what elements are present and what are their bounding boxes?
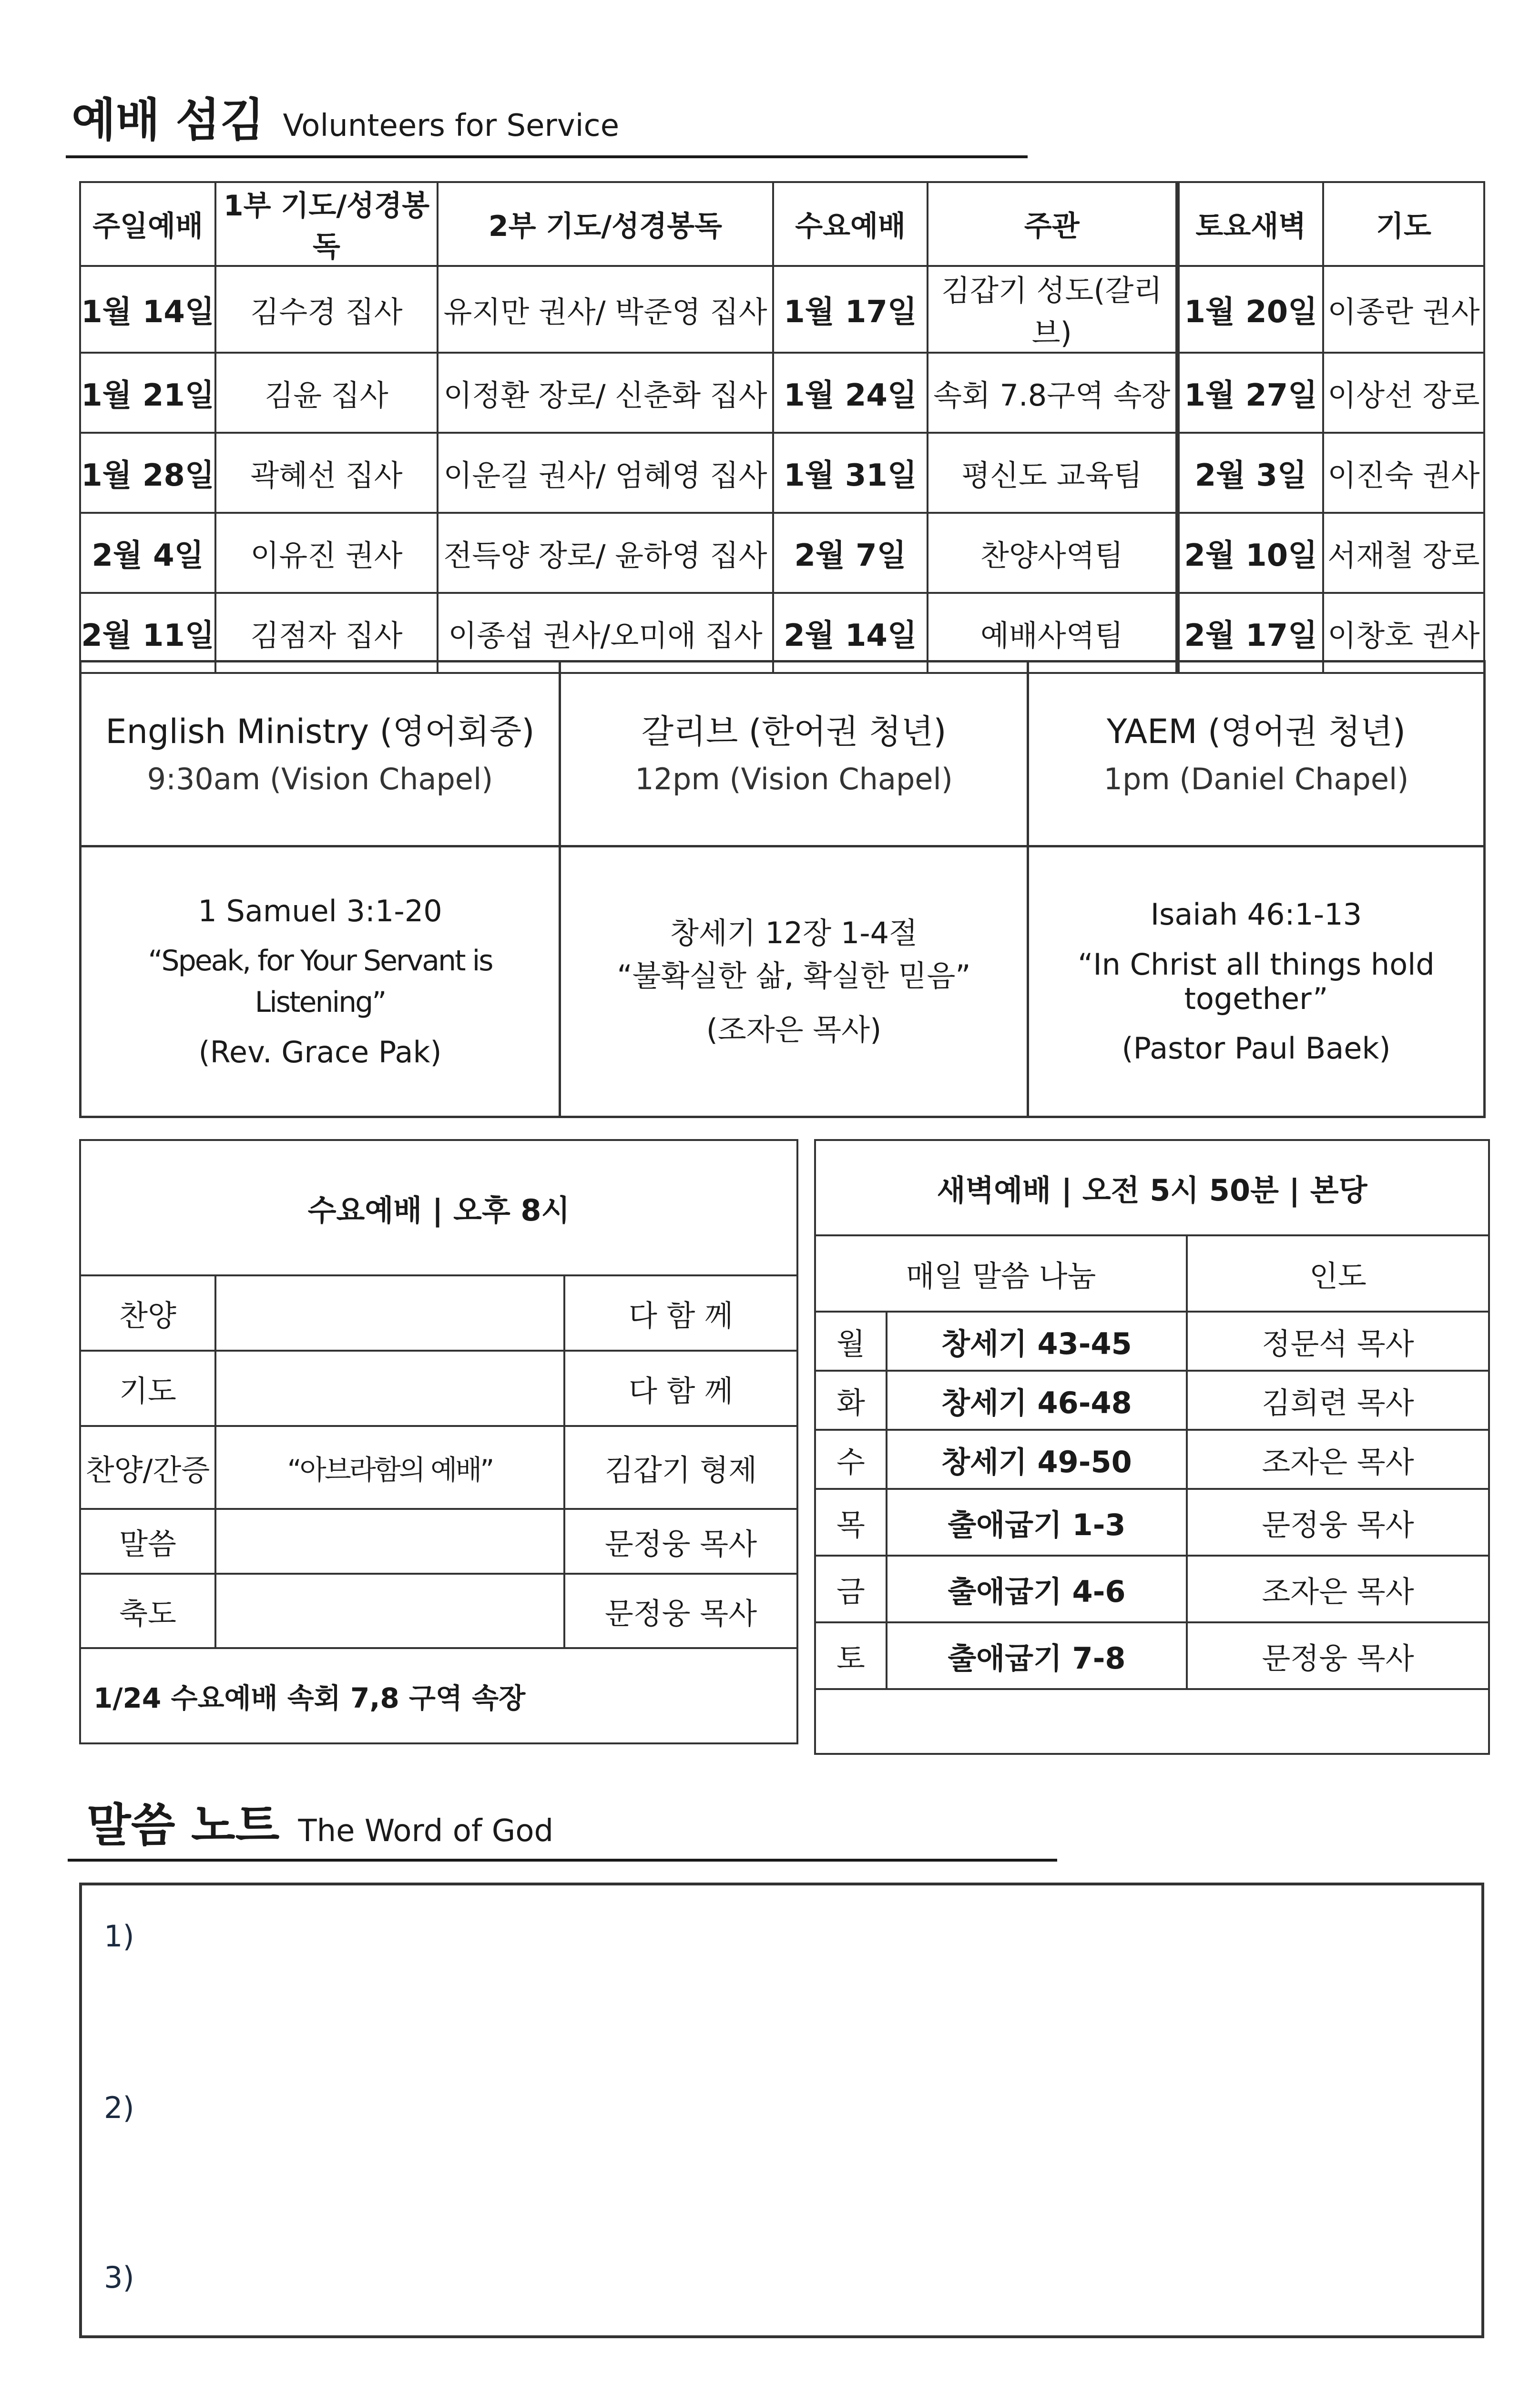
col-prayer: 기도 [1323, 182, 1484, 266]
second-service-volunteers: 유지만 권사/ 박준영 집사 [438, 266, 773, 353]
ministry-title: English Ministry (영어회중) [105, 712, 535, 751]
table-row [80, 1574, 797, 1648]
ministry-english [81, 662, 560, 846]
leader: 문정웅 목사 [1187, 1489, 1489, 1556]
note-2: 2) [104, 2090, 134, 2125]
first-service-volunteer: 김윤 집사 [215, 353, 438, 433]
first-service-volunteer: 김수경 집사 [215, 266, 438, 353]
order-content [215, 1574, 564, 1648]
saturday-date: 2월 10일 [1177, 513, 1323, 593]
ministry-yaem [1028, 662, 1485, 846]
table-row [80, 1426, 797, 1509]
sunday-date: 1월 14일 [80, 266, 215, 353]
word-title-en: The Word of God [298, 1813, 554, 1849]
first-service-volunteer: 김점자 집사 [215, 593, 438, 673]
table-row [80, 433, 1484, 513]
day: 수 [815, 1430, 887, 1489]
saturday-prayer: 이진숙 권사 [1323, 433, 1484, 513]
sermon-title: “Speak, for Your Servant is Listening” [148, 944, 492, 1019]
sermon-notes-box[interactable] [79, 1883, 1484, 2338]
sunday-date: 1월 21일 [80, 353, 215, 433]
ministries-header-row [81, 662, 1485, 846]
wednesday-title: 수요예배 | 오후 8시 [80, 1140, 797, 1275]
sermon-english [81, 846, 560, 1117]
wednesday-host: 평신도 교육팀 [928, 433, 1177, 513]
col-host: 주관 [928, 182, 1177, 266]
wednesday-date: 2월 7일 [773, 513, 928, 593]
dawn-header-row [815, 1235, 1489, 1312]
col-saturday: 토요새벽 [1177, 182, 1323, 266]
reading: 창세기 46-48 [887, 1371, 1187, 1430]
saturday-prayer: 이상선 장로 [1323, 353, 1484, 433]
volunteers-divider [66, 155, 1028, 158]
order-leader: 문정웅 목사 [564, 1509, 797, 1574]
order-item: 기도 [80, 1351, 215, 1426]
word-heading [87, 1789, 553, 1854]
leader: 문정웅 목사 [1187, 1622, 1489, 1689]
sermon-preacher: (Pastor Paul Baek) [1122, 1030, 1391, 1066]
sermon-title: “불확실한 삶, 확실한 믿음” [617, 958, 971, 993]
saturday-date: 1월 27일 [1177, 353, 1323, 433]
table-row [80, 1509, 797, 1574]
col-sunday: 주일예배 [80, 182, 215, 266]
table-row [80, 1351, 797, 1426]
order-item: 찬양/간증 [80, 1426, 215, 1509]
order-item: 축도 [80, 1574, 215, 1648]
wednesday-note: 1/24 수요예배 속회 7,8 구역 속장 [80, 1648, 797, 1743]
leader: 조자은 목사 [1187, 1556, 1489, 1622]
sermon-scripture: 창세기 12장 1-4절 [670, 915, 918, 950]
table-row [80, 353, 1484, 433]
order-item: 말씀 [80, 1509, 215, 1574]
order-content [215, 1275, 564, 1351]
reading: 출애굽기 7-8 [887, 1622, 1187, 1689]
col-second-service: 2부 기도/성경봉독 [438, 182, 773, 266]
wednesday-host: 찬양사역팀 [928, 513, 1177, 593]
ministries-sermon-row [81, 846, 1485, 1117]
first-service-volunteer: 곽혜선 집사 [215, 433, 438, 513]
sunday-date: 2월 11일 [80, 593, 215, 673]
col-leader: 인도 [1187, 1235, 1489, 1312]
wednesday-date: 1월 24일 [773, 353, 928, 433]
table-row [815, 1489, 1489, 1556]
day: 목 [815, 1489, 887, 1556]
table-row [815, 1622, 1489, 1689]
table-row [80, 513, 1484, 593]
wednesday-date: 1월 17일 [773, 266, 928, 353]
ministry-time: 1pm (Daniel Chapel) [1103, 761, 1409, 796]
reading: 창세기 49-50 [887, 1430, 1187, 1489]
second-service-volunteers: 이운길 권사/ 엄혜영 집사 [438, 433, 773, 513]
col-wednesday: 수요예배 [773, 182, 928, 266]
note-3: 3) [104, 2260, 134, 2295]
ministry-title: YAEM (영어권 청년) [1106, 712, 1406, 751]
sunday-date: 1월 28일 [80, 433, 215, 513]
saturday-date: 2월 3일 [1177, 433, 1323, 513]
table-row [815, 1556, 1489, 1622]
reading: 창세기 43-45 [887, 1312, 1187, 1371]
ministries-table [79, 660, 1486, 1118]
wednesday-host: 속회 7.8구역 속장 [928, 353, 1177, 433]
ministry-galib [560, 662, 1028, 846]
first-service-volunteer: 이유진 권사 [215, 513, 438, 593]
table-row [815, 1312, 1489, 1371]
day: 화 [815, 1371, 887, 1430]
second-service-volunteers: 전득양 장로/ 윤하영 집사 [438, 513, 773, 593]
volunteers-title-ko: 예배 섬김 [71, 93, 265, 147]
col-first-service: 1부 기도/성경봉독 [215, 182, 438, 266]
wednesday-service-table [79, 1139, 798, 1744]
wednesday-host: 예배사역팀 [928, 593, 1177, 673]
order-content [215, 1351, 564, 1426]
col-daily-reading: 매일 말씀 나눔 [815, 1235, 1187, 1312]
order-leader: 김갑기 형제 [564, 1426, 797, 1509]
sermon-preacher: (Rev. Grace Pak) [198, 1034, 442, 1069]
volunteers-header-row [80, 182, 1484, 266]
saturday-date: 2월 17일 [1177, 593, 1323, 673]
saturday-prayer: 이창호 권사 [1323, 593, 1484, 673]
saturday-prayer: 서재철 장로 [1323, 513, 1484, 593]
sermon-scripture: 1 Samuel 3:1-20 [198, 893, 442, 928]
volunteers-title-en: Volunteers for Service [283, 108, 620, 143]
volunteers-heading [71, 84, 619, 149]
word-title-ko: 말씀 노트 [87, 1799, 280, 1852]
wednesday-host: 김갑기 성도(갈리브) [928, 266, 1177, 353]
ministry-time: 9:30am (Vision Chapel) [147, 761, 493, 796]
table-row [815, 1371, 1489, 1430]
order-leader: 다 함 께 [564, 1275, 797, 1351]
dawn-title: 새벽예배 | 오전 5시 50분 | 본당 [815, 1140, 1489, 1235]
dawn-service-table [814, 1139, 1490, 1755]
order-leader: 문정웅 목사 [564, 1574, 797, 1648]
day: 토 [815, 1622, 887, 1689]
wednesday-date: 1월 31일 [773, 433, 928, 513]
ministry-title: 갈리브 (한어권 청년) [641, 712, 947, 751]
sunday-date: 2월 4일 [80, 513, 215, 593]
word-divider [68, 1859, 1057, 1862]
sermon-scripture: Isaiah 46:1-13 [1150, 897, 1362, 932]
leader: 조자은 목사 [1187, 1430, 1489, 1489]
leader: 정문석 목사 [1187, 1312, 1489, 1371]
note-1: 1) [104, 1919, 134, 1954]
reading: 출애굽기 4-6 [887, 1556, 1187, 1622]
day: 금 [815, 1556, 887, 1622]
saturday-prayer: 이종란 권사 [1323, 266, 1484, 353]
second-service-volunteers: 이정환 장로/ 신춘화 집사 [438, 353, 773, 433]
sermon-galib [560, 846, 1028, 1117]
second-service-volunteers: 이종섭 권사/오미애 집사 [438, 593, 773, 673]
order-content: “아브라함의 예배” [215, 1426, 564, 1509]
order-content [215, 1509, 564, 1574]
saturday-date: 1월 20일 [1177, 266, 1323, 353]
order-leader: 다 함 께 [564, 1351, 797, 1426]
table-row [80, 266, 1484, 353]
table-row [80, 1275, 797, 1351]
table-row [815, 1430, 1489, 1489]
volunteers-table [79, 181, 1485, 674]
empty-row [815, 1689, 1489, 1754]
day: 월 [815, 1312, 887, 1371]
wednesday-date: 2월 14일 [773, 593, 928, 673]
reading: 출애굽기 1-3 [887, 1489, 1187, 1556]
sermon-preacher: (조자은 목사) [706, 1012, 882, 1048]
sermon-title: “In Christ all things hold together” [1078, 947, 1435, 1016]
order-item: 찬양 [80, 1275, 215, 1351]
ministry-time: 12pm (Vision Chapel) [635, 761, 953, 796]
sermon-yaem [1028, 846, 1485, 1117]
leader: 김희련 목사 [1187, 1371, 1489, 1430]
